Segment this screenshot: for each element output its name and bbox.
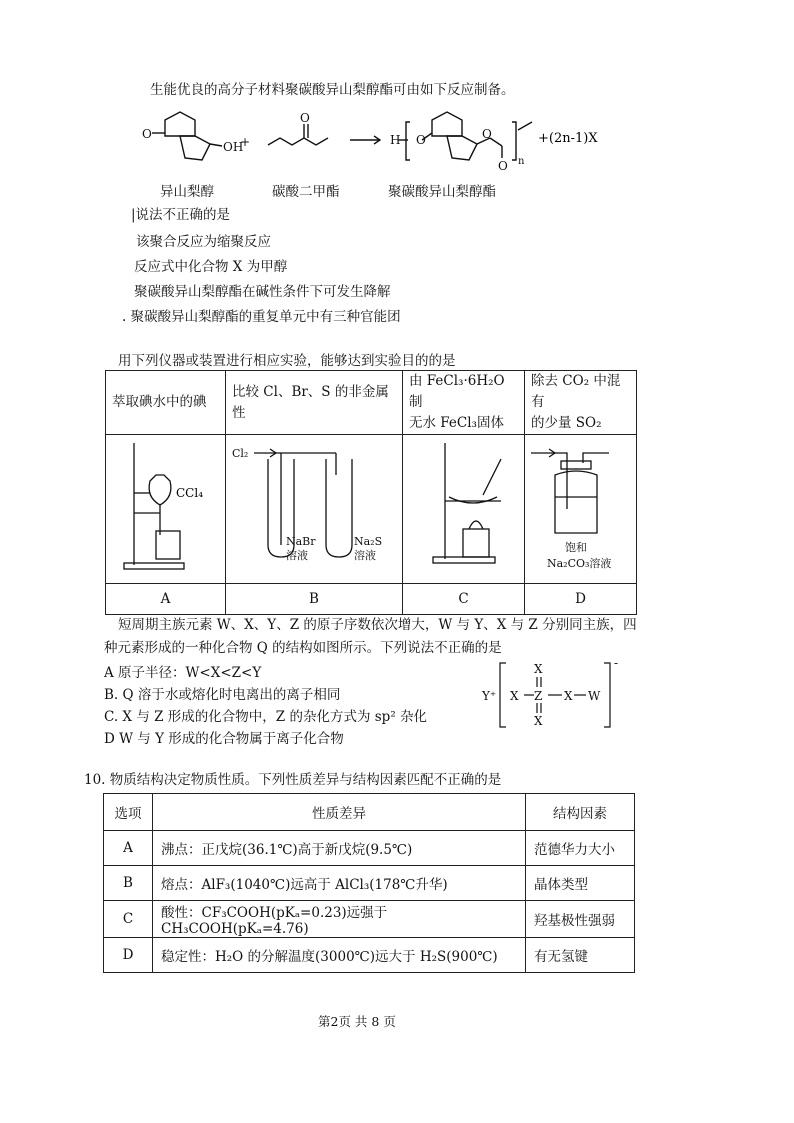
q10-cell: 有无氢键 <box>526 938 635 973</box>
q10-cell: 羟基极性强弱 <box>526 901 635 938</box>
q10-header: 结构因素 <box>526 794 635 831</box>
q9-x-atom: X <box>510 689 519 703</box>
svg-text:n: n <box>518 156 525 167</box>
apparatus-option-d: D <box>525 584 637 615</box>
b-tube2-label2: 溶液 <box>354 549 376 562</box>
q10-stem: 10. 物质结构决定物质性质。下列性质差异与结构因素匹配不正确的是 <box>84 772 502 788</box>
apparatus-d-diagram <box>525 435 637 584</box>
apparatus-c-diagram <box>403 435 525 584</box>
q10-cell: 沸点：正戊烷(36.1℃)高于新戊烷(9.5℃) <box>153 831 526 866</box>
b-tube1-label2: 溶液 <box>286 549 308 562</box>
apparatus-option-c: C <box>403 584 525 615</box>
q10-cell: A <box>104 831 153 866</box>
q10-cell: 酸性：CF₃COOH(pKₐ=0.23)远强于 CH₃COOH(pKₐ=4.76) <box>153 901 526 938</box>
polymer-option: 聚碳酸异山梨醇酯在碱性条件下可发生降解 <box>134 284 391 300</box>
apparatus-option-b: B <box>226 584 403 615</box>
q9-stem-line2: 种元素形成的一种化合物 Q 的结构如图所示。下列说法不正确的是 <box>104 640 502 656</box>
table-row <box>104 866 635 901</box>
b-tube2-label1: Na₂S <box>354 535 383 548</box>
page-footer: 第2页 共 8 页 <box>318 1014 396 1029</box>
q10-cell: D <box>104 938 153 973</box>
apparatus-header-d: 除去 CO₂ 中混有 的少量 SO₂ <box>525 371 637 435</box>
polymer-intro: 生能优良的高分子材料聚碳酸异山梨醇酯可由如下反应制备。 <box>150 82 515 98</box>
q9-charge: - <box>614 656 619 670</box>
q9-w-atom: W <box>588 689 601 703</box>
q9-x-atom: X <box>534 714 543 728</box>
a-reagent-label: CCl₄ <box>176 486 204 500</box>
apparatus-a-diagram <box>106 435 226 584</box>
d-label1: 饱和 <box>565 541 587 554</box>
reactant1-name: 异山梨醇 <box>160 184 214 200</box>
apparatus-table <box>105 370 637 615</box>
isosorbide-ring1 <box>165 112 195 136</box>
q9-option-c: C. X 与 Z 形成的化合物中，Z 的杂化方式为 sp² 杂化 <box>104 709 428 725</box>
q9-z-atom: Z <box>534 689 543 703</box>
b-gas-label: Cl₂ <box>232 447 249 460</box>
q10-cell: 熔点：AlF₃(1040℃)远高于 AlCl₃(178℃升华) <box>153 866 526 901</box>
svg-text:O: O <box>482 127 492 141</box>
isosorbide-ring2 <box>180 136 210 160</box>
apparatus-option-a: A <box>106 584 226 615</box>
polymer-stem: |说法不正确的是 <box>131 207 231 223</box>
q9-x-atom: X <box>564 689 573 703</box>
q10-header: 性质差异 <box>153 794 526 831</box>
q10-cell: 晶体类型 <box>526 866 635 901</box>
polymer-option: 该聚合反应为缩聚反应 <box>136 234 271 250</box>
polymer-option: 反应式中化合物 X 为甲醇 <box>134 259 288 275</box>
q9-option-b: B. Q 溶于水或熔化时电离出的离子相同 <box>104 687 341 703</box>
svg-text:+: + <box>240 135 251 149</box>
product-name: 聚碳酸异山梨醇酯 <box>388 184 496 200</box>
separatory-funnel-diagram <box>106 435 225 579</box>
apparatus-header-a: 萃取碘水中的碘 <box>106 371 226 435</box>
svg-text:O: O <box>142 127 152 141</box>
svg-text:O: O <box>416 133 426 147</box>
byproduct-label: +(2n-1)X <box>538 131 598 146</box>
q10-header: 选项 <box>104 794 153 831</box>
q9-option-d: D W 与 Y 形成的化合物属于离子化合物 <box>104 731 344 747</box>
test-tubes-diagram <box>226 435 402 579</box>
q9-x-atom: X <box>534 662 543 676</box>
q10-cell: 稳定性：H₂O 的分解温度(3000℃)远大于 H₂S(900℃) <box>153 938 526 973</box>
q10-cell: C <box>104 901 153 938</box>
apparatus-header-b: 比较 Cl、Br、S 的非金属性 <box>226 371 403 435</box>
polymer-option: . 聚碳酸异山梨醇酯的重复单元中有三种官能团 <box>122 309 401 325</box>
apparatus-header-c: 由 FeCl₃·6H₂O 制 无水 FeCl₃固体 <box>403 371 525 435</box>
apparatus-stem: 用下列仪器或装置进行相应实验，能够达到实验目的的是 <box>118 353 456 369</box>
b-tube1-label1: NaBr <box>286 535 316 548</box>
q10-cell: B <box>104 866 153 901</box>
evaporating-dish-diagram <box>403 435 524 579</box>
q10-cell: 范德华力大小 <box>526 831 635 866</box>
table-row <box>104 901 635 938</box>
d-label2: Na₂CO₃溶液 <box>547 557 612 570</box>
svg-text:O: O <box>300 111 310 125</box>
reactant2-name: 碳酸二甲酯 <box>272 184 340 200</box>
q10-table <box>103 793 635 973</box>
gas-wash-bottle-diagram <box>525 435 636 579</box>
q9-stem-line1: 短周期主族元素 W、X、Y、Z 的原子序数依次增大，W 与 Y、X 与 Z 分别同主族，四 <box>118 617 637 633</box>
q9-cation: Y⁺ <box>482 689 497 703</box>
table-row <box>104 938 635 973</box>
q10-header-row <box>104 794 635 831</box>
q9-structure <box>480 655 630 735</box>
q9-option-a: A 原子半径：W<X<Z<Y <box>104 665 262 681</box>
svg-text:OH: OH <box>223 140 244 154</box>
table-row <box>104 831 635 866</box>
apparatus-b-diagram <box>226 435 403 584</box>
svg-text:O: O <box>498 159 508 173</box>
svg-text:H: H <box>390 133 401 147</box>
